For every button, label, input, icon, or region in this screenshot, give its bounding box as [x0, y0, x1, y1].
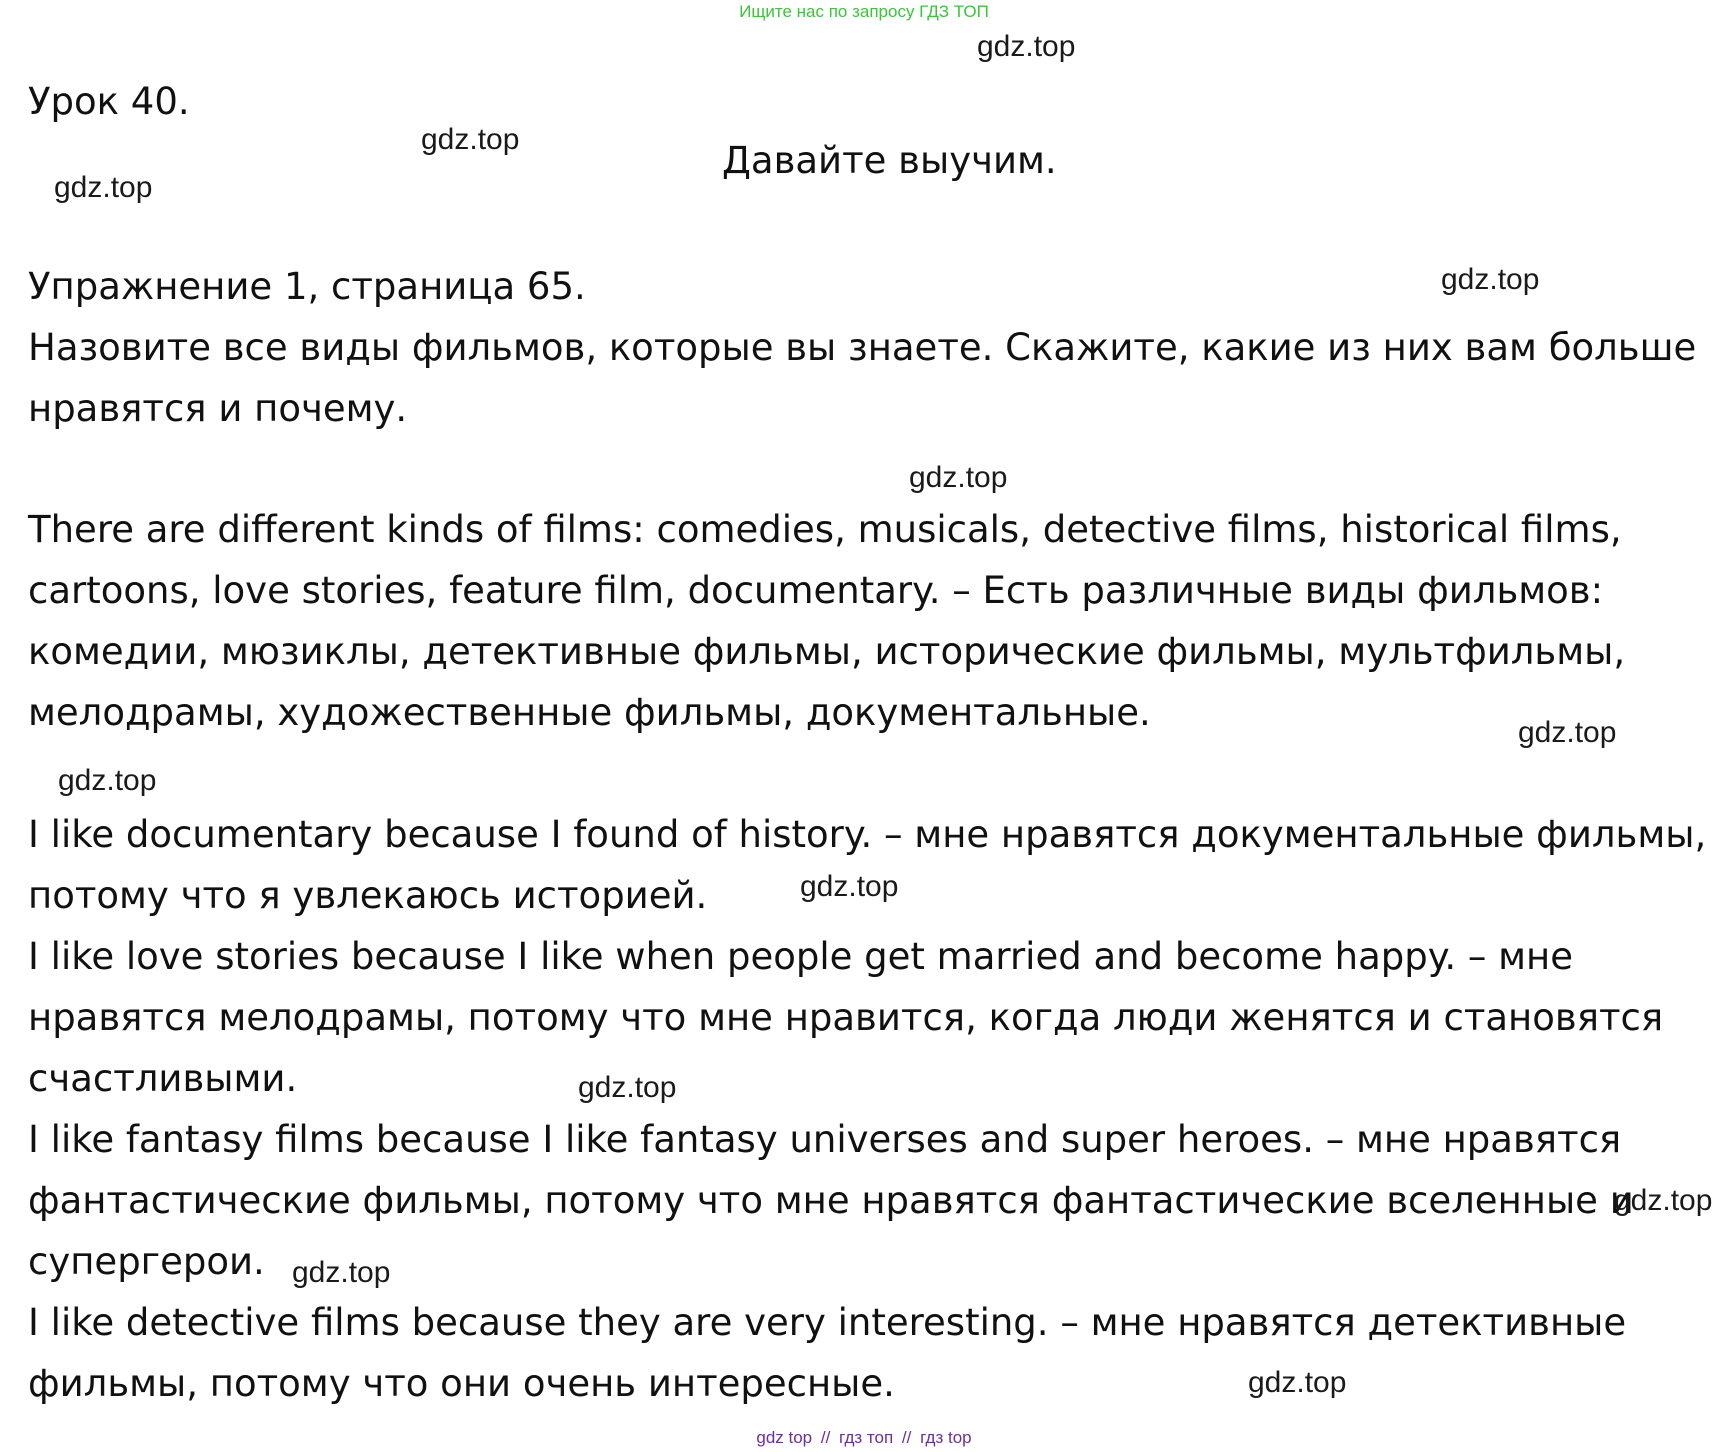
footer-links — [0, 1428, 1728, 1448]
watermark: gdz.top — [578, 1071, 677, 1104]
watermark: gdz.top — [421, 123, 520, 156]
answer-line: счастливыми. — [28, 1057, 298, 1100]
lesson-title: Урок 40. — [28, 80, 190, 123]
watermark: gdz.top — [1614, 1184, 1713, 1217]
watermark: gdz.top — [800, 870, 899, 903]
watermark: gdz.top — [54, 171, 153, 204]
answer-line: мелодрамы, художественные фильмы, документальные. — [28, 691, 1151, 734]
answer-line: I like fantasy films because I like fantasy universes and super heroes. – мне нравятся — [28, 1118, 1622, 1161]
answer-line: фильмы, потому что они очень интересные. — [28, 1362, 895, 1405]
answer-line: комедии, мюзиклы, детективные фильмы, исторические фильмы, мультфильмы, — [28, 630, 1626, 673]
answer-line: фантастические фильмы, потому что мне нравятся фантастические вселенные и — [28, 1179, 1634, 1222]
watermark: gdz.top — [977, 30, 1076, 63]
watermark: gdz.top — [1248, 1366, 1347, 1399]
answer-line: нравятся мелодрамы, потому что мне нравится, когда люди женятся и становятся — [28, 996, 1664, 1039]
footer-separator: // — [901, 1428, 912, 1447]
answer-line: потому что я увлекаюсь историей. — [28, 874, 708, 917]
answer-line: супергерои. — [28, 1240, 265, 1283]
watermark: gdz.top — [58, 764, 157, 797]
task-text-line: нравятся и почему. — [28, 387, 408, 430]
answer-line: cartoons, love stories, feature film, documentary. – Есть различные виды фильмов: — [28, 569, 1604, 612]
answer-line: I like love stories because I like when people get married and become happy. – мне — [28, 935, 1574, 978]
watermark: gdz.top — [1518, 716, 1617, 749]
answer-line: There are different kinds of films: comedies, musicals, detective films, historical films, — [28, 508, 1622, 551]
answer-line: I like documentary because I found of history. – мне нравятся документальные фильмы, — [28, 813, 1707, 856]
task-text-line: Назовите все виды фильмов, которые вы знаете. Скажите, какие из них вам больше — [28, 326, 1697, 369]
watermark: gdz.top — [292, 1256, 391, 1289]
lesson-subtitle: Давайте выучим. — [722, 139, 1057, 182]
footer-link-gdz-top[interactable]: gdz top — [756, 1428, 813, 1447]
top-search-banner[interactable]: Ищите нас по запросу ГДЗ ТОП — [739, 2, 989, 21]
footer-separator: // — [820, 1428, 831, 1447]
watermark: gdz.top — [909, 461, 1008, 494]
exercise-heading: Упражнение 1, страница 65. — [28, 265, 586, 308]
watermark: gdz.top — [1441, 263, 1540, 296]
answer-line: I like detective films because they are very interesting. – мне нравятся детективные — [28, 1301, 1627, 1344]
footer-link-gdz-top-ru[interactable]: гдз топ — [839, 1428, 894, 1447]
footer-link-gdz-top-mixed[interactable]: гдз top — [920, 1428, 972, 1447]
